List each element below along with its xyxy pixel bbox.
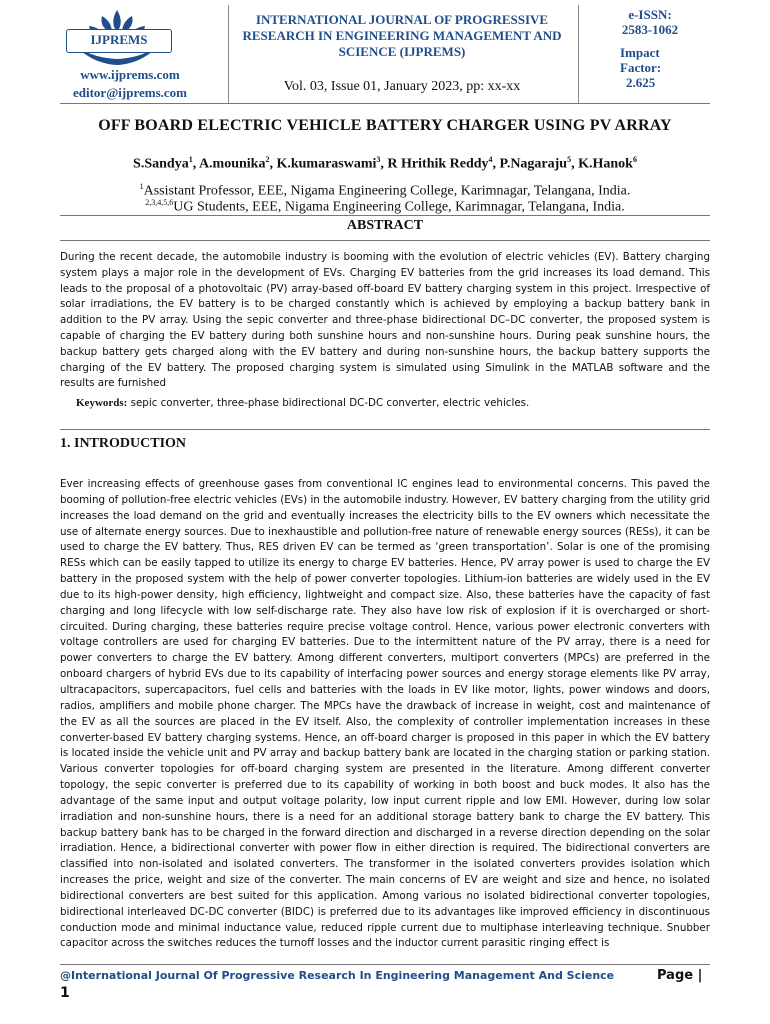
abstract-rule [60, 240, 710, 241]
author: K.kumaraswami [276, 156, 377, 172]
section-rule [60, 429, 710, 430]
impact-label-2: Factor: [620, 60, 662, 75]
author: A.mounika [198, 156, 266, 172]
affiliation-1 [30, 182, 740, 200]
intro-text: Ever increasing effects of greenhouse gases from conventional IC engines lead to environmental concerns. This paved the booming of pollution-free electric vehicles (EVs) in the automobile industry. However, EV battery charging from the utility grid increases the load demand on the grid and eventually increases the electricity bills to the EV owners which necessitate the use of alternate energy sources. Due to inexhaustible and pollution-free nature of renewable energy sources (RESs), it can be used to charge the EV battery. Thus, RES driven EV can be termed as ‘green transportation’. Solar is one of the promising RESs which can be easily tapped to utilize its energy to charge EV batteries. Hence, PV array power is used to charge the EV battery in the proposed system with the help of power converter topologies. Lithium-ion batteries are widely used in the EV due to its high-power density, high efficiency, lightweight and compact size. Also, these batteries have the capacity of fast charging and long lifecycle with low self-discharge rate. They also have low risk of explosion if it is overcharged or short-circuited. During charging, these batteries require precise voltage control. Hence, various power electronic converters with voltage controllers are used for charging EV batteries. Due to the intermittent nature of the PV array, there is a need for power converters to charge the EV battery. Among different converters, multiport converters (MPCs) are preferred in the onboard chargers of hybrid EVs due to its capability of interfacing power sources and energy storage elements like PV array, ultracapacitors, supercapacitors, fuel cells and batteries with the loads in EV like motor, lights, power windows and doors, radios, amplifiers and mobile phone charger. The MPCs have the drawback of increase in weight, cost and maintenance of the EV as all the sources are placed in the EV itself. Also, the complexity of controller implementation increases in these converter-based EV battery charging systems. Hence, an off-board charger is proposed in this paper in which the EV battery is located inside the vehicle unit and PV array and backup battery bank are located in the charging station or parking station. Various converter topologies for off-board charging system are presented in the literature. Among different converter topology, the sepic converter is preferred due to its capability of working in both boost and buck modes. It also has the advantage of the same input and output voltage polarity, low input current ripple and low EMI. However, during low solar irradiation and non-sunshine hours, there is a need for an additional storage battery bank to charge the EV battery. This backup battery bank has to be charged in the forward direction and discharged in a reverse direction depending on the solar irradiation. Hence, a bidirectional converter with power flow in either direction is required. The bidirectional converters are classified into non-isolated and isolated converters. The transformer in the isolated converters provides isolation which increases the price, weight and size of the converter. The main concerns of EV are weight and size and hence, no isolated bidirectional converters are best suited for this application. Among various no isolated bidirectional converter topologies, bidirectional interleaved DC-DC converter (BIDC) is preferred due to its advantages like improved efficiency in discontinuous conduction mode and minimal inductance value, reduced ripple current due to multiphase interleaving technique. Snubber capacitor across the switches reduces the turnoff losses and the inductor current parasitic ringing effect is [60, 478, 710, 950]
volume-info: Vol. 03, Issue 01, January 2023, pp: xx-xx [283, 79, 521, 94]
header-rule [60, 103, 710, 104]
website-link[interactable]: www.ijprems.com [80, 67, 180, 82]
issn-value: 2583-1062 [621, 22, 679, 37]
header-divider [578, 5, 579, 103]
section-heading: 1. INTRODUCTION [60, 436, 187, 451]
aff-sup: 1 [139, 182, 144, 191]
author-sup: 2 [265, 155, 270, 164]
footer-rule [60, 964, 710, 965]
abstract-heading: ABSTRACT [346, 218, 424, 233]
abstract-text: During the recent decade, the automobile industry is booming with the evolution of electric vehicles (EV). Battery charging system plays a major role in the development of EVs. Charging EV batteries from the grid increases its load demand. This leads to the proposal of a photovoltaic (PV) array-based off-board EV battery charging system in this project. Irrespective of solar irradiations, the EV battery is to be charged constantly which is achieved by employing a backup battery bank in addition to the PV array. Using the sepic converter and three-phase bidirectional DC–DC converter, the proposed system is capable of charging the EV battery during both sunshine hours and non-sunshine hours. During peak sunshine hours, the backup battery gets charged along with the EV battery and during non-sunshine hours, the backup battery supports the charging of the EV battery. The proposed charging system is simulated using Simulink in the MATLAB software and the results are furnished [60, 251, 710, 390]
author-sup: 3 [376, 155, 381, 164]
aff-text: UG Students, EEE, Nigama Engineering College, Karimnagar, Telangana, India. [173, 199, 625, 215]
abstract-rule [60, 215, 710, 216]
page-label: Page | [657, 968, 703, 983]
keywords [76, 396, 710, 411]
keywords-label: Keywords: [76, 397, 128, 409]
issn-block [605, 7, 695, 37]
email-link[interactable]: editor@ijprems.com [72, 85, 188, 100]
author: K.Hanok [578, 156, 633, 172]
footer-text: @International Journal Of Progressive Research In Engineering Management And Science [60, 969, 615, 982]
author-sup: 6 [632, 155, 637, 164]
impact-label: Impact [620, 45, 660, 60]
author-sup: 5 [567, 155, 572, 164]
author-list: S.Sandya$^1$, A.mounika$^2$, K.kumaraswami$^3$, R Hrithik Reddy$^4$, P.Nagaraju$^5$, K.Hanok$^6$ [133, 155, 637, 172]
page-number: 1 [60, 985, 70, 1001]
author-sup: 1 [188, 155, 193, 164]
issn-label: e-ISSN: [628, 7, 672, 22]
author: S.Sandya [133, 156, 189, 172]
header-divider [228, 5, 229, 103]
logo-text: IJPREMS [66, 29, 172, 53]
author-sup: 4 [488, 155, 493, 164]
impact-block [620, 45, 700, 90]
aff-sup: 2,3,4,5,6 [145, 198, 174, 207]
impact-value: 2.625 [626, 75, 656, 90]
affiliation-2 [30, 198, 740, 216]
paper-title: OFF BOARD ELECTRIC VEHICLE BATTERY CHARGER USING PV ARRAY [98, 117, 672, 134]
journal-title: INTERNATIONAL JOURNAL OF PROGRESSIVE RESEARCH IN ENGINEERING MANAGEMENT AND SCIENCE (IJPREMS) [242, 12, 562, 59]
aff-text: Assistant Professor, EEE, Nigama Engineering College, Karimnagar, Telangana, India. [143, 183, 631, 199]
keywords-text: sepic converter, three-phase bidirectional DC-DC converter, electric vehicles. [130, 397, 530, 409]
author: R Hrithik Reddy [387, 156, 489, 172]
author: P.Nagaraju [499, 156, 568, 172]
